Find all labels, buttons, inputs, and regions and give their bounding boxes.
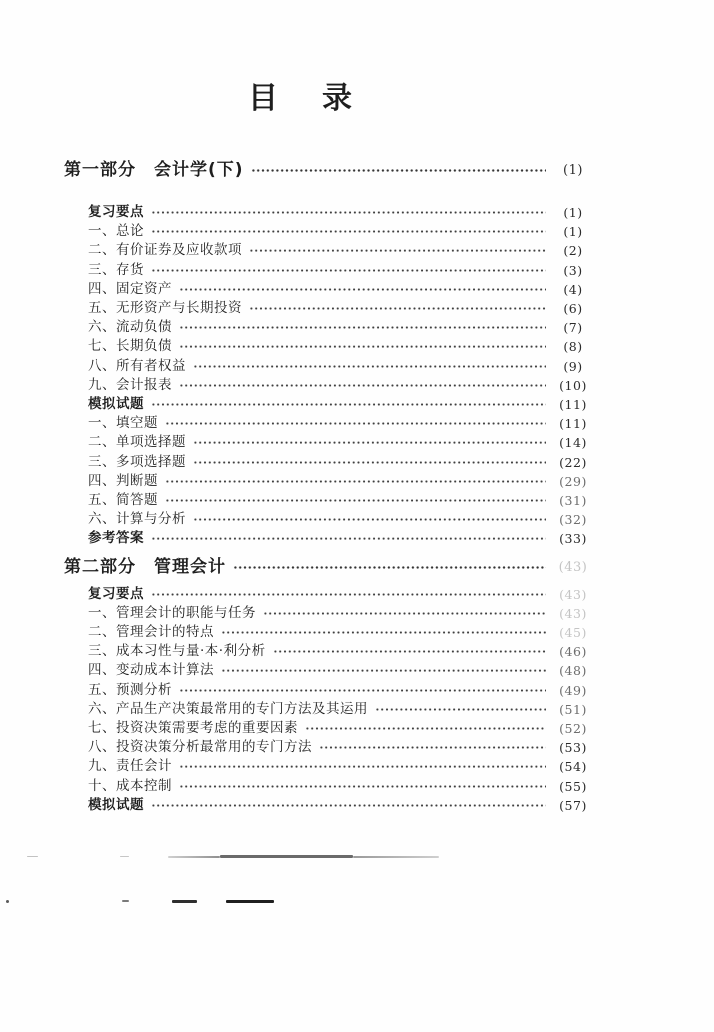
toc-entry (88, 719, 596, 738)
dot-leader (151, 222, 546, 241)
page-number: (1) (563, 205, 583, 220)
page-number: (43) (559, 605, 587, 621)
toc-entry-label: 三、成本习性与量·本·利分析 (88, 643, 266, 660)
toc-entry-label: 四、判断题 (88, 472, 158, 489)
toc-entry (88, 757, 596, 776)
toc-entry-label: 四、变动成本计算法 (88, 662, 214, 679)
dot-leader (179, 280, 546, 299)
scan-smudge (120, 856, 129, 857)
scan-smudge (220, 855, 353, 858)
dot-leader (179, 376, 546, 395)
toc-entry (88, 241, 596, 260)
toc-entry-label: 六、产品生产决策最常用的专门方法及其运用 (88, 700, 368, 717)
toc-entry (88, 299, 596, 318)
page-number: (11) (559, 397, 587, 413)
toc-entry (88, 414, 596, 433)
section-entries (64, 203, 596, 549)
dot-leader (179, 777, 546, 796)
toc-entry-label: 七、长期负债 (88, 338, 172, 355)
page-number: (55) (559, 778, 587, 794)
toc-entry-label: 一、填空题 (88, 415, 158, 432)
toc-section (64, 160, 596, 549)
toc-entry-label: 一、管理会计的职能与任务 (88, 604, 256, 621)
page-number: (1) (563, 163, 583, 178)
page-number: (48) (559, 663, 587, 679)
toc-entry (88, 357, 596, 376)
page-number: (9) (563, 358, 583, 374)
dot-leader (305, 719, 546, 738)
toc-entry (88, 491, 596, 510)
dot-leader (151, 261, 546, 280)
page-number: (57) (559, 797, 587, 813)
toc-entry-label: 八、所有者权益 (88, 357, 186, 374)
page-number: (54) (559, 759, 587, 775)
section-heading (64, 557, 596, 578)
toc-entry (88, 642, 596, 661)
section-heading (64, 160, 596, 181)
toc-entry (88, 222, 596, 241)
toc-entry-label: 三、多项选择题 (88, 453, 186, 470)
toc-entry-label: 模拟试题 (88, 396, 144, 413)
dot-leader (179, 757, 546, 776)
toc-entry-label: 一、总论 (88, 223, 144, 240)
scan-smudge (27, 856, 38, 857)
toc-entry-label: 四、固定资产 (88, 280, 172, 297)
toc-entry-label: 五、简答题 (88, 492, 158, 509)
toc-entry-label: 三、存货 (88, 261, 144, 278)
toc-entry-label: 五、无形资产与长期投资 (88, 300, 242, 317)
toc-entry-label: 九、会计报表 (88, 376, 172, 393)
page-number: (52) (559, 721, 587, 737)
toc-entry-label: 复习要点 (88, 204, 144, 220)
section-heading-label: 第一部分 会计学(下) (64, 160, 244, 180)
page-number: (31) (559, 493, 587, 509)
toc (64, 160, 596, 815)
dot-leader (179, 681, 546, 700)
toc-section (64, 557, 596, 815)
dot-leader (193, 453, 546, 472)
toc-entry (88, 433, 596, 452)
dot-leader (151, 395, 546, 414)
toc-entry (88, 604, 596, 623)
toc-entry-label: 十、成本控制 (88, 777, 172, 794)
page-title-char: 录 (322, 81, 352, 116)
page-number: (14) (559, 435, 587, 451)
dot-leader (273, 642, 546, 661)
scan-mark (122, 900, 129, 902)
dot-leader (179, 337, 546, 356)
page-number: (10) (559, 377, 587, 393)
toc-entry (88, 700, 596, 719)
toc-entry (88, 376, 596, 395)
section-heading-label: 第二部分 管理会计 (64, 556, 226, 577)
page-number: (46) (559, 644, 587, 660)
dot-leader (151, 796, 546, 815)
dot-leader (165, 491, 546, 510)
page-number: (49) (559, 682, 587, 698)
toc-entry-label: 二、管理会计的特点 (88, 624, 214, 641)
dot-leader (249, 241, 546, 260)
page-number: (33) (559, 531, 587, 547)
dot-leader (221, 623, 546, 642)
dot-leader (165, 414, 546, 433)
scan-mark (172, 900, 197, 903)
toc-entry-label: 模拟试题 (88, 796, 144, 813)
dot-leader (233, 557, 546, 578)
dot-leader (251, 160, 546, 181)
dot-leader (151, 203, 546, 222)
page-number: (6) (563, 301, 583, 317)
toc-entry (88, 453, 596, 472)
page-number: (11) (559, 416, 587, 432)
toc-entry (88, 738, 596, 757)
toc-entry (88, 203, 596, 222)
toc-entry (88, 796, 596, 815)
toc-entry (88, 318, 596, 337)
toc-entry-label: 二、单项选择题 (88, 434, 186, 451)
page-number: (45) (559, 625, 587, 641)
page-number: (4) (563, 281, 583, 297)
page-title (248, 81, 352, 116)
dot-leader (375, 700, 546, 719)
toc-entry-label: 七、投资决策需要考虑的重要因素 (88, 720, 298, 737)
toc-entry (88, 261, 596, 280)
scan-mark (226, 900, 274, 903)
scan-smudge (353, 856, 439, 858)
page-number: (2) (563, 243, 583, 259)
page-number: (7) (563, 320, 583, 336)
page-number: (8) (563, 339, 583, 355)
page-number: (1) (563, 224, 583, 240)
toc-entry-label: 五、预测分析 (88, 681, 172, 698)
toc-entry-label: 九、责任会计 (88, 758, 172, 775)
page-number: (32) (559, 512, 587, 528)
page-title-char: 目 (248, 81, 278, 116)
page-number: (43) (559, 586, 587, 602)
toc-entry (88, 529, 596, 548)
dot-leader (319, 738, 546, 757)
dot-leader (221, 661, 546, 680)
toc-entry (88, 472, 596, 491)
dot-leader (193, 510, 546, 529)
toc-entry (88, 395, 596, 414)
toc-entry (88, 661, 596, 680)
toc-entry (88, 585, 596, 604)
toc-entry (88, 777, 596, 796)
page-number: (43) (558, 559, 588, 575)
toc-entry-label: 八、投资决策分析最常用的专门方法 (88, 739, 312, 756)
page-number: (29) (559, 473, 587, 489)
scan-mark (6, 900, 9, 903)
toc-entry-label: 参考答案 (88, 530, 144, 547)
toc-entry-label: 复习要点 (88, 585, 144, 602)
toc-entry (88, 337, 596, 356)
dot-leader (179, 318, 546, 337)
toc-entry (88, 681, 596, 700)
toc-entry-label: 六、计算与分析 (88, 511, 186, 528)
page-number: (3) (563, 262, 583, 278)
dot-leader (165, 472, 546, 491)
dot-leader (249, 299, 546, 318)
toc-entry-label: 六、流动负债 (88, 319, 172, 336)
toc-entry (88, 623, 596, 642)
dot-leader (151, 529, 546, 548)
toc-entry-label: 二、有价证券及应收款项 (88, 242, 242, 259)
page-number: (53) (559, 740, 587, 756)
dot-leader (193, 357, 546, 376)
dot-leader (263, 604, 546, 623)
toc-entry (88, 280, 596, 299)
page-number: (22) (559, 454, 587, 470)
dot-leader (151, 585, 546, 604)
toc-entry (88, 510, 596, 529)
page-number: (51) (559, 701, 587, 717)
dot-leader (193, 433, 546, 452)
scan-smudge (168, 856, 220, 858)
section-entries (64, 585, 596, 815)
